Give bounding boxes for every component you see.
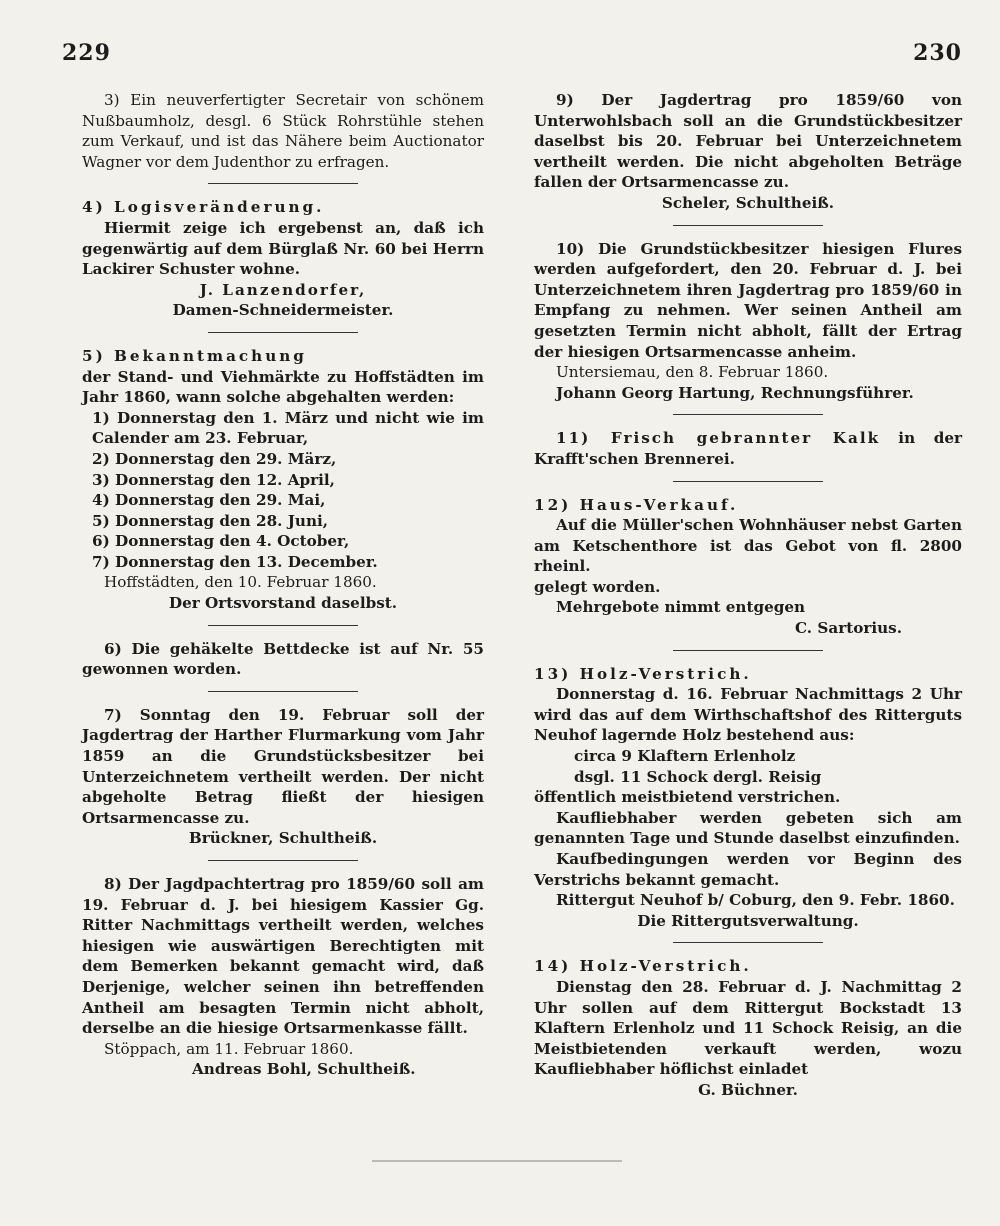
market-date: 3) Donnerstag den 12. April, [92, 470, 335, 489]
divider [208, 332, 358, 333]
notice-4-heading: 4) Logisveränderung. [82, 198, 325, 217]
notice-10-signature: Johann Georg Hartung, Rechnungsführer. [556, 383, 914, 402]
notice-11 [534, 428, 962, 469]
notice-14-signature: G. Büchner. [698, 1080, 798, 1099]
notice-13-text4: Kaufbedingungen werden vor Beginn des Verstrichs bekannt gemacht. [534, 850, 962, 889]
divider [208, 183, 358, 184]
right-column [534, 90, 962, 1101]
market-date: 2) Donnerstag den 29. März, [92, 449, 337, 468]
divider [673, 225, 823, 226]
notice-12-line3: Mehrgebote nimmt entgegen [556, 598, 806, 617]
notice-4-text: Hiermit zeige ich ergebenst an, daß ich gegenwärtig auf dem Bürglaß Nr. 60 bei Herrn Lackirer Schuster wohne. [82, 218, 484, 279]
notice-8-place-date: Stöppach, am 11. Februar 1860. [104, 1039, 354, 1058]
wood-item: circa 9 Klaftern Erlenholz [574, 747, 796, 766]
market-date: 1) Donnerstag den 1. März und nicht wie im Calender am 23. Februar, [92, 408, 484, 448]
market-date: 7) Donnerstag den 13. December. [92, 552, 378, 571]
notice-12-signature: C. Sartorius. [794, 619, 902, 638]
market-date: 6) Donnerstag den 4. October, [92, 532, 350, 551]
notice-5-place-date: Hoffstädten, den 10. Februar 1860. [104, 573, 377, 592]
notice-4-signature-name: J. Lanzendorfer, [199, 280, 367, 299]
divider [673, 650, 823, 651]
notice-13-text2: öffentlich meistbietend verstrichen. [534, 788, 841, 807]
page-number-right: 230 [913, 40, 962, 66]
notice-4-signature-role: Damen-Schneidermeister. [172, 301, 394, 320]
notice-14-text: Dienstag den 28. Februar d. J. Nachmittag 2 Uhr sollen auf dem Rittergut Bockstadt 13 Klaftern Erlenholz und 11 Schock Reisig, an die Meistbietenden verkauft werden, wozu Kaufliebhaber höflichst einladet [534, 977, 962, 1079]
notice-14-heading: 14) Holz-Verstrich. [534, 957, 752, 976]
notice-13-text3: Kaufliebhaber werden gebeten sich am genannten Tage und Stunde daselbst einzufinden. [534, 808, 962, 848]
notice-13-place-date: Rittergut Neuhof b/ Coburg, den 9. Febr. 1860. [556, 891, 955, 910]
notice-13-signature: Die Rittergutsverwaltung. [637, 911, 859, 930]
notice-7-signature: Brückner, Schultheiß. [188, 829, 378, 848]
divider [208, 860, 358, 861]
bottom-divider [372, 1160, 622, 1162]
notice-3-text: 3) Ein neuverfertigter Secretair von schönem Nußbaumholz, desgl. 6 Stück Rohrstühle stehen zum Verkauf, und ist das Nähere beim Auctionator Wagner vor dem Judenthor zu erfragen. [82, 91, 484, 171]
divider [208, 691, 358, 692]
page-number-left: 229 [62, 40, 111, 66]
notice-13-heading: 13) Holz-Verstrich. [534, 664, 752, 683]
notice-7-text: 7) Sonntag den 19. Februar soll der Jagdertrag der Harther Flurmarkung vom Jahr 1859 an die Grundstücksbesitzer bei Unterzeichnetem vertheilt werden. Der nicht abgeholte Betrag fließt der hiesigen Ortsarmencasse zu. [82, 705, 484, 827]
divider [673, 481, 823, 482]
wood-item: dsgl. 11 Schock dergl. Reisig [574, 767, 822, 786]
notice-6-text: 6) Die gehäkelte Bettdecke ist auf Nr. 55 gewonnen worden. [82, 639, 484, 679]
notice-9-text: 9) Der Jagdertrag pro 1859/60 von Unterwohlsbach soll an die Grundstückbesitzer daselbst bis 20. Februar bei Unterzeichnetem vertheilt werden. Die nicht abgeholten Beträge fallen der Ortsarmencasse zu. [534, 91, 962, 192]
notice-10-text: 10) Die Grundstückbesitzer hiesigen Flures werden aufgefordert, den 20. Februar d. J. bei Unterzeichnetem ihren Jagdertrag pro 1859/60 in Empfang zu nehmen. Wer seinen Antheil am gesetzten Termin nicht abholt, fällt der Ertrag der hiesigen Ortsarmencasse anheim. [534, 239, 962, 361]
notice-12-text: Auf die Müller'schen Wohnhäuser nebst Garten am Ketschenthore ist das Gebot von fl. 2800 rheinl. [534, 516, 962, 576]
left-column [82, 90, 484, 1080]
notice-5-heading: 5) Bekanntmachung [82, 346, 307, 365]
divider [208, 625, 358, 626]
notice-5-signature: Der Ortsvorstand daselbst. [168, 594, 398, 613]
notice-8-signature: Andreas Bohl, Schultheiß. [192, 1060, 416, 1079]
notice-5-text: der Stand- und Viehmärkte zu Hoffstädten im Jahr 1860, wann solche abgehalten werden: [82, 367, 484, 407]
market-date: 4) Donnerstag den 29. Mai, [92, 491, 326, 510]
notice-9-signature: Scheler, Schultheiß. [661, 193, 835, 212]
notice-8-text: 8) Der Jagdpachtertrag pro 1859/60 soll am 19. Februar d. J. bei hiesigem Kassier Gg. Ritter Nachmittags vertheilt werden, welches hiesigen wie auswärtigen Berechtigten mit dem Bemerken bekannt gemacht wird, daß Derjenige, welcher seinen ihn betreffenden Antheil am besagten Termin nicht abholt, derselbe an die hiesige Ortsarmenkasse fällt. [82, 875, 484, 1038]
notice-13-text: Donnerstag d. 16. Februar Nachmittags 2 Uhr wird das auf dem Wirthschaftshof des Ritterguts Neuhof lagernde Holz bestehend aus: [534, 685, 962, 745]
divider [673, 942, 823, 943]
notice-10-place-date: Untersiemau, den 8. Februar 1860. [556, 363, 829, 382]
notice-12-line2: gelegt worden. [534, 577, 661, 596]
notice-11-text: in der Krafft'schen Brennerei. [534, 429, 963, 468]
market-date: 5) Donnerstag den 28. Juni, [92, 511, 329, 530]
notice-12-heading: 12) Haus-Verkauf. [534, 495, 739, 514]
divider [673, 414, 823, 415]
notice-11-heading: 11) Frisch gebrannter Kalk [556, 429, 881, 448]
